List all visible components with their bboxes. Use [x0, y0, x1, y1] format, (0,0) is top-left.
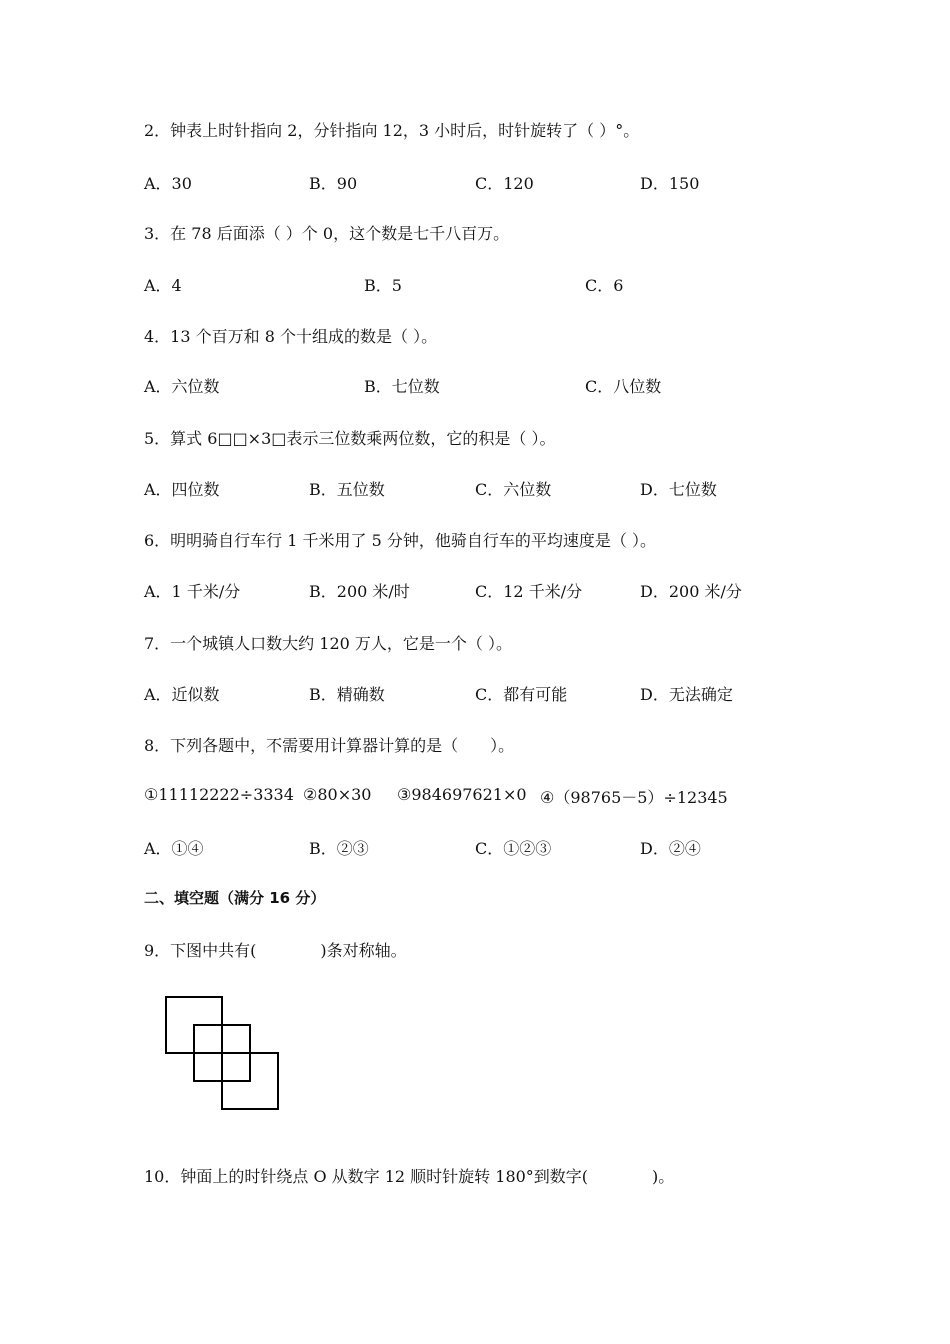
option-c: C．都有可能 — [475, 685, 568, 704]
option-d: D．七位数 — [640, 480, 717, 499]
question-8-items — [144, 785, 844, 809]
option-b: B．五位数 — [309, 480, 385, 499]
option-c: C．八位数 — [585, 377, 662, 396]
question-3-stem: 3．在 78 后面添（ ）个 0，这个数是七千八百万。 — [144, 224, 510, 243]
option-d: D．150 — [640, 174, 700, 193]
item-2: ②80×30 — [303, 785, 372, 804]
option-a: A．四位数 — [144, 480, 220, 499]
section-heading: 二、填空题（满分 16 分） — [144, 889, 326, 907]
option-b: B．200 米/时 — [309, 582, 410, 601]
question-5-options — [144, 477, 844, 501]
option-b: B．②③ — [309, 839, 369, 858]
option-b: B．七位数 — [364, 377, 440, 396]
item-1: ①11112222÷3334 — [144, 785, 294, 804]
question-7-options — [144, 682, 844, 706]
option-d: D．②④ — [640, 839, 701, 858]
question-9-stem: 9．下图中共有( )条对称轴。 — [144, 941, 407, 960]
option-c: C．六位数 — [475, 480, 552, 499]
option-c: C．6 — [585, 276, 624, 295]
option-d: D．无法确定 — [640, 685, 733, 704]
question-7-stem: 7．一个城镇人口数大约 120 万人，它是一个（ ）。 — [144, 634, 512, 653]
question-2-options — [144, 171, 844, 195]
question-8-options — [144, 836, 844, 860]
option-d: D．200 米/分 — [640, 582, 742, 601]
question-6-options — [144, 579, 844, 603]
option-a: A．六位数 — [144, 377, 220, 396]
question-4-options — [144, 374, 844, 398]
question-3-options — [144, 273, 844, 297]
option-c: C．①②③ — [475, 839, 552, 858]
option-a: A．1 千米/分 — [144, 582, 241, 601]
question-4-stem: 4．13 个百万和 8 个十组成的数是（ ）。 — [144, 327, 438, 346]
option-a: A．①④ — [144, 839, 204, 858]
item-4: ④（98765－5）÷12345 — [540, 788, 728, 807]
option-a: A．近似数 — [144, 685, 220, 704]
option-c: C．120 — [475, 174, 534, 193]
question-6-stem: 6．明明骑自行车行 1 千米用了 5 分钟，他骑自行车的平均速度是（ ）。 — [144, 531, 656, 550]
question-2-stem: 2．钟表上时针指向 2，分针指向 12，3 小时后，时针旋转了（ ）°。 — [144, 121, 640, 140]
question-10-stem: 10．钟面上的时针绕点 O 从数字 12 顺时针旋转 180°到数字( )。 — [144, 1167, 675, 1186]
option-c: C．12 千米/分 — [475, 582, 583, 601]
option-b: B．精确数 — [309, 685, 385, 704]
option-b: B．5 — [364, 276, 402, 295]
item-3: ③984697621×0 — [397, 785, 527, 804]
option-a: A．4 — [144, 276, 182, 295]
question-5-stem: 5．算式 6□□×3□表示三位数乘两位数，它的积是（ ）。 — [144, 429, 556, 448]
option-b: B．90 — [309, 174, 358, 193]
option-a: A．30 — [144, 174, 192, 193]
overlapping-squares-figure — [160, 992, 284, 1116]
question-8-stem: 8．下列各题中，不需要用计算器计算的是（ ）。 — [144, 736, 515, 755]
